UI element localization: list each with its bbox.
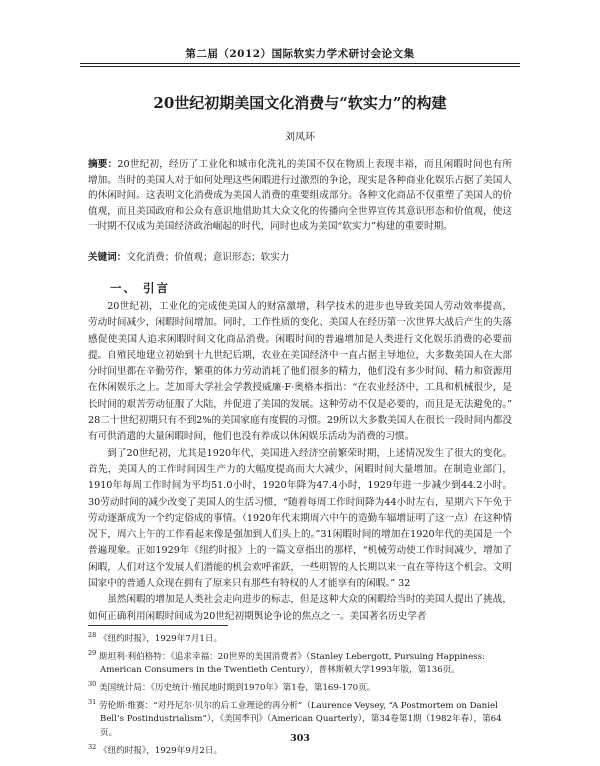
footnote-text: 美国统计局：《历史统计·殖民地时期到1970年》第1卷，第169-170页。 [99, 682, 376, 693]
abstract-label: 摘要： [88, 159, 118, 170]
page-number: 303 [290, 733, 310, 744]
footnote-number: 31 [88, 697, 97, 706]
author-name: 刘凤环 [285, 132, 315, 143]
footnote [88, 647, 512, 678]
footnote-number: 30 [88, 680, 97, 689]
footnote-text: 劳伦斯·维赛：“对丹尼尔·贝尔的后工业理论的再分析”（Laurence Veysey, “A Postmortem on Daniel Bell’s Postindustrialism”），《美国季刊》（American Quarterly），第34卷第1期（1982年春），第64页。 [99, 700, 502, 739]
paper-title: 20世纪初期美国文化消费与“软实力”的构建 [153, 94, 447, 112]
abstract-text: 20世纪初，经历了工业化和城市化洗礼的美国不仅在物质上表现丰裕，而且闲暇时间也有所增加。当时的美国人对于如何处理这些闲暇进行过激烈的争论，现实是各种商业化娱乐占据了美国人的休闲时间。这表明文化消费成为美国人消费的重要组成部分。各种文化商品不仅重塑了美国人的价值观，而且美国政府和公众有意识地借助其大众文化的传播向全世界宣传其意识形态和价值观，使这一时期不仅成为美国经济政治崛起的时代，同时也成为美国“软实力”构建的重要时期。 [88, 159, 512, 233]
keywords [88, 250, 512, 265]
footnote-text: 斯坦利·利伯格特：《追求幸福：20世界的美国消费者》（Stanley Lebergott, Pursuing Happiness: American Consumers in the Twentieth Century），普林斯顿大学1993年版，第136页。 [99, 651, 485, 676]
footnote-rule [88, 625, 228, 626]
section-heading: 一、 引言 [110, 281, 171, 295]
footnote-text: 《纽约时报》，1929年7月1日。 [99, 633, 223, 644]
footnote [88, 678, 512, 696]
paragraph: 到了20世纪初，尤其是1920年代，美国进入经济空前繁荣时期，上述情况发生了很大的变化。首先，美国人的工作时间因生产力的大幅度提高而大大减少，闲暇时间大量增加。在制造业部门，1910年每周工作时间为平均51.0小时，1920年降为47.4小时，1929年进一步减少到44.2小时。30劳动时间的减少改变了美国人的生活习惯，“随着每周工作时间降为44小时左右，星期六下午免于劳动逐渐成为一个约定俗成的事情。（1920年代末期周六中午的造勤车辐增证明了这一点）在这种情况下，周六上午的工作看起来像是强加到人们头上的。”31闲暇时间的增加在1920年代的美国是一个普遍现象。正如1929年《纽约时报》上的一篇文章指出的那样，“机械劳动使工作时间减少，增加了闲暇，人们对这个发展人们潜能的机会欢呼雀跃，一些明智的人长期以来一直在等待这个机会。文明国家中的普通人众现在拥有了原来只有那些有特权的人才能享有的闲暇。” 32 [88, 447, 512, 590]
keywords-label: 关键词： [88, 252, 127, 263]
header-rule [80, 63, 520, 67]
paragraph: 虽然闲暇的增加是人类社会走向进步的标志，但是这种大众的闲暇给当时的美国人提出了挑战，如何正确利用闲暇时间成为20世纪初期舆论争论的焦点之一。美国著名历史学者 [88, 594, 512, 622]
abstract [88, 157, 512, 235]
footnote [88, 629, 512, 647]
running-header: 第二届（2012）国际软实力学术研讨会论文集 [185, 48, 415, 60]
footnote-number: 29 [88, 648, 97, 657]
keywords-text: 文化消费；价值观；意识形态；软实力 [126, 252, 290, 263]
footnote-text: 《纽约时报》，1929年9月2日。 [99, 745, 223, 756]
body-text [88, 299, 512, 625]
paragraph: 20世纪初，工业化的完成使美国人的财富激增，科学技术的进步也导致美国人劳动效率提高，劳动时间减少，闲暇时间增加。同时，工作性质的变化、美国人在经历第一次世界大战后产生的失落感促使美国人追求闲暇时间文化商品消费。闲暇时间的普遍增加是人类进行文化娱乐消费的必要前提。自殖民地建立初始到十九世纪后期，农业在美国经济中一直占据主导地位，大多数美国人在大部分时间里都在辛勤劳作，繁重的体力劳动消耗了他们很多的精力，他们没有多少时间、精力和资源用在休闲娱乐之上。芝加哥大学社会学教授威廉·F·奥格本指出：“在农业经济中，工具和机械很少，是长时间的艰苦劳动征服了大陆，并促进了美国的发展。这种劳动不仅是必要的，而且是无法避免的。” 28二十世纪初期只有不到2%的美国家庭有度假的习惯。29所以大多数美国人在很长一段时间内都没有可供消遣的大量闲暇时间，他们也没有养成以休闲娱乐活动为消费的习惯。 [88, 301, 512, 443]
footnote-number: 32 [88, 743, 97, 752]
footnote-number: 28 [88, 631, 97, 639]
